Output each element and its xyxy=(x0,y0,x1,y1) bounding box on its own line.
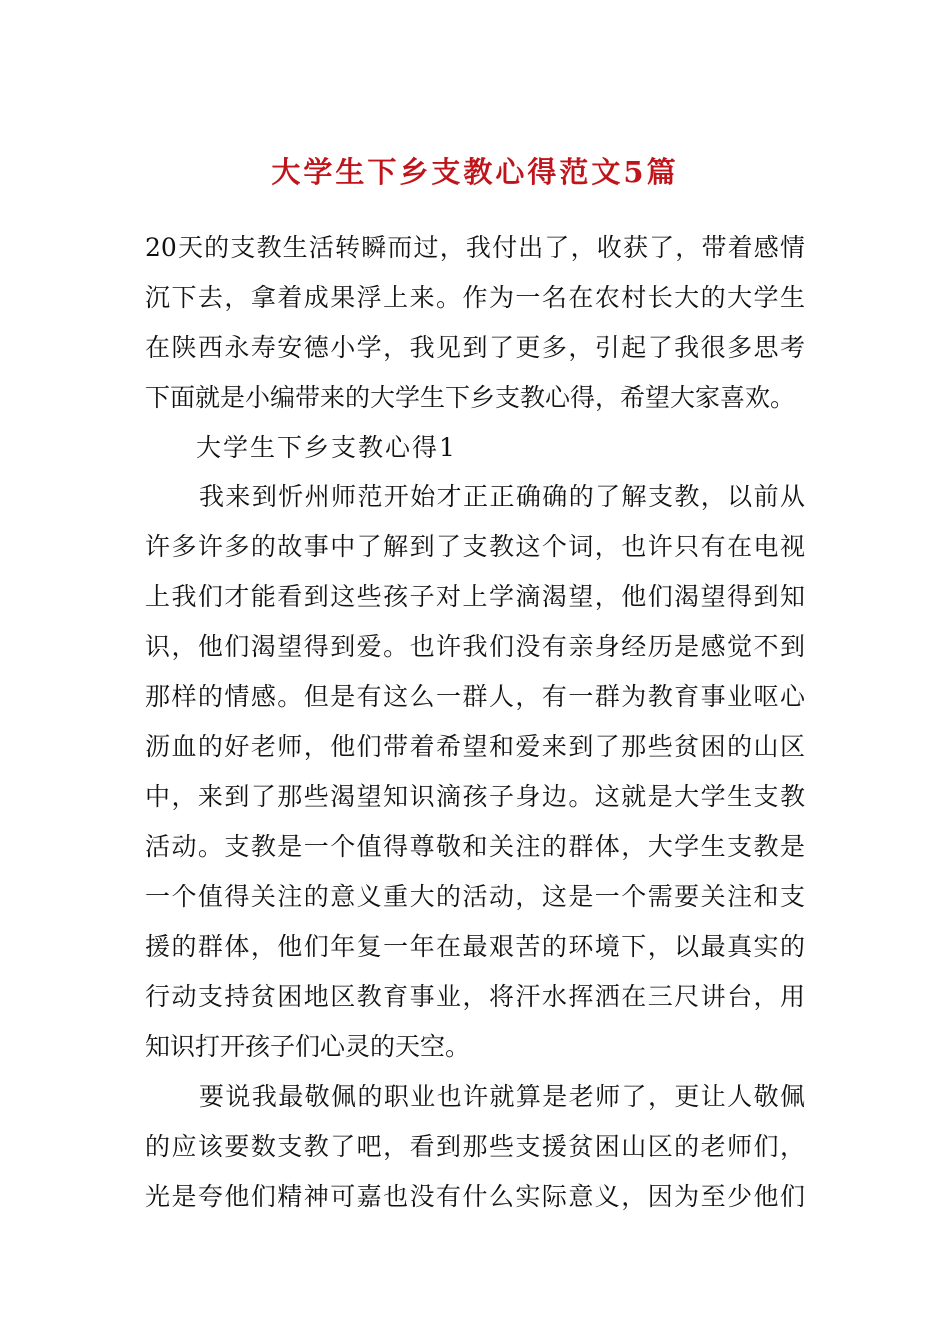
text-line: 我来到忻州师范开始才正正确确的了解支教，以前从 xyxy=(199,482,805,511)
text-line: 识，他们渴望得到爱。也许我们没有亲身经历是感觉不到 xyxy=(145,632,805,661)
text-line: 在陕西永寿安德小学，我见到了更多，引起了我很多思考 xyxy=(145,333,805,362)
text-line: 援的群体，他们年复一年在最艰苦的环境下，以最真实的 xyxy=(145,932,805,961)
text-line: 的应该要数支教了吧，看到那些支援贫困山区的老师们， xyxy=(145,1132,805,1161)
document-title: 大学生下乡支教心得范文5篇 xyxy=(271,155,679,189)
text-line: 知识打开孩子们心灵的天空。 xyxy=(145,1032,471,1061)
section-heading: 大学生下乡支教心得1 xyxy=(196,433,457,462)
text-line: 下面就是小编带来的大学生下乡支教心得，希望大家喜欢。 xyxy=(145,383,796,412)
text-line: 中，来到了那些渴望知识滴孩子身边。这就是大学生支教 xyxy=(145,782,805,811)
text-line: 一个值得关注的意义重大的活动，这是一个需要关注和支 xyxy=(145,882,805,911)
text-line: 上我们才能看到这些孩子对上学滴渴望，他们渴望得到知 xyxy=(145,582,805,611)
text-line: 20天的支教生活转瞬而过，我付出了，收获了，带着感情 xyxy=(145,233,805,262)
text-line: 那样的情感。但是有这么一群人，有一群为教育事业呕心 xyxy=(145,682,805,711)
text-line: 要说我最敬佩的职业也许就算是老师了，更让人敬佩 xyxy=(199,1082,805,1111)
text-line: 行动支持贫困地区教育事业，将汗水挥洒在三尺讲台，用 xyxy=(145,982,805,1011)
text-line: 沥血的好老师，他们带着希望和爱来到了那些贫困的山区 xyxy=(145,732,805,761)
text-line: 活动。支教是一个值得尊敬和关注的群体，大学生支教是 xyxy=(145,832,805,861)
text-line: 沉下去，拿着成果浮上来。作为一名在农村长大的大学生 xyxy=(145,283,805,312)
text-line: 光是夸他们精神可嘉也没有什么实际意义，因为至少他们 xyxy=(145,1182,805,1211)
text-line: 许多许多的故事中了解到了支教这个词，也许只有在电视 xyxy=(145,532,805,561)
